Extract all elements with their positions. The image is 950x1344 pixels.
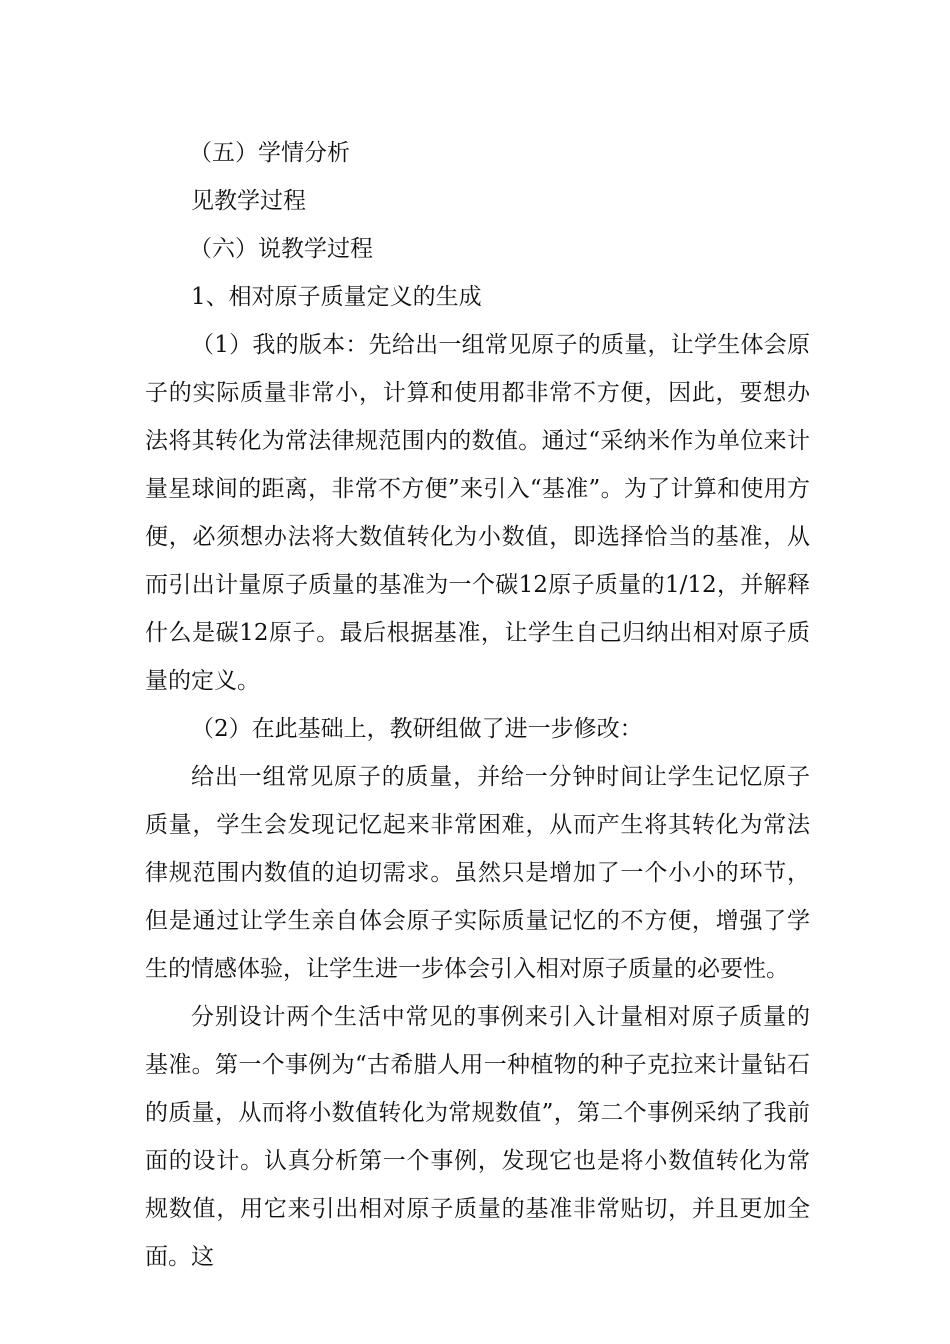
paragraph-two-examples: 分别设计两个生活中常见的事例来引入计量相对原子质量的基准。第一个事例为“古希腊人用一种植物的种子克拉来计量钻石的质量，从而将小数值转化为常规数值”，第二个事例采纳了我前面的设计。认真分析第一个事例，发现它也是将小数值转化为常规数值，用它来引出相对原子质量的基准非常贴切，并且更加全面。这 — [145, 1004, 810, 1270]
paragraph-my-version: （1）我的版本：先给出一组常见原子的质量，让学生体会原子的实际质量非常小，计算和使用都非常不方便，因此，要想办法将其转化为常法律规范围内的数值。通过“采纳米作为单位来计量星球间的距离，非常不方便”来引入“基准”。为了计算和使用方便，必须想办法将大数值转化为小数值，即选择恰当的基准，从而引出计量原子质量的基准为一个碳12原子质量的1/12，并解释什么是碳12原子。最后根据基准，让学生自己归纳出相对原子质量的定义。 — [145, 332, 810, 694]
document-body — [145, 129, 810, 1281]
section-heading-learning-analysis: （五）学情分析 — [189, 140, 350, 166]
subheading-relative-atomic-mass: 1、相对原子质量定义的生成 — [191, 284, 482, 310]
section-heading-teaching-process: （六）说教学过程 — [189, 236, 373, 262]
paragraph-see-teaching-process: 见教学过程 — [191, 188, 306, 214]
paragraph-group-revision: （2）在此基础上，教研组做了进一步修改： — [191, 716, 643, 742]
paragraph-memory-exercise: 给出一组常见原子的质量，并给一分钟时间让学生记忆原子质量，学生会发现记忆起来非常困难，从而产生将其转化为常法律规范围内数值的迫切需求。虽然只是增加了一个小小的环节，但是通过让学生亲自体会原子实际质量记忆的不方便，增强了学生的情感体验，让学生进一步体会引入相对原子质量的必要性。 — [145, 764, 810, 982]
